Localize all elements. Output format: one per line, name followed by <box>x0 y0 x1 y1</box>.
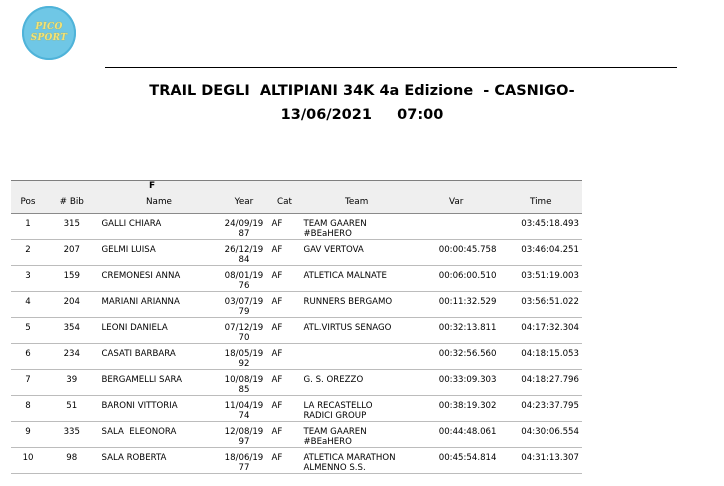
cell-year-date: 10/08/19 <box>224 375 264 385</box>
cell-pos: 10 <box>11 448 45 474</box>
cell-var: 00:32:13.811 <box>413 318 500 344</box>
cell-bib: 204 <box>45 292 98 318</box>
cell-var: 00:38:19.302 <box>413 396 500 422</box>
cell-pos: 1 <box>11 214 45 240</box>
cell-time: 04:31:13.307 <box>499 448 582 474</box>
cell-name: BARONI VITTORIA <box>98 396 219 422</box>
cell-cat: AF <box>269 240 301 266</box>
cell-year-suffix: 79 <box>238 306 250 317</box>
cell-year-suffix: 84 <box>238 254 250 265</box>
cell-team <box>300 292 412 318</box>
cell-name: GELMI LUISA <box>98 240 219 266</box>
results-table <box>11 180 582 474</box>
cell-team-line2: #BEaHERO <box>303 228 352 239</box>
cell-cat: AF <box>269 370 301 396</box>
cell-bib: 315 <box>45 214 98 240</box>
table-row <box>11 214 582 240</box>
cell-team <box>300 318 412 344</box>
cell-bib: 354 <box>45 318 98 344</box>
cell-cat: AF <box>269 214 301 240</box>
cell-team-line1: ATLETICA MARATHON <box>303 453 396 463</box>
cell-bib: 98 <box>45 448 98 474</box>
cell-year-date: 08/01/19 <box>224 271 264 281</box>
cell-year <box>219 214 268 240</box>
cell-var <box>413 214 500 240</box>
cell-bib: 335 <box>45 422 98 448</box>
cell-team <box>300 448 412 474</box>
cell-year-suffix: 87 <box>238 228 250 239</box>
cell-var: 00:00:45.758 <box>413 240 500 266</box>
cell-var: 00:32:56.560 <box>413 344 500 370</box>
cell-year-date: 07/12/19 <box>224 323 264 333</box>
category-label: F <box>11 181 219 198</box>
cell-year-suffix: 85 <box>238 384 250 395</box>
cell-year <box>219 396 268 422</box>
cell-time: 03:46:04.251 <box>499 240 582 266</box>
cell-cat: AF <box>269 422 301 448</box>
table-row <box>11 448 582 474</box>
col-name: Name <box>98 197 219 214</box>
cell-year <box>219 318 268 344</box>
cell-team <box>300 370 412 396</box>
cell-team-line1: RUNNERS BERGAMO <box>303 297 393 307</box>
table-row <box>11 240 582 266</box>
table-row <box>11 344 582 370</box>
cell-pos: 4 <box>11 292 45 318</box>
category-header-row <box>11 181 582 198</box>
cell-time: 04:30:06.554 <box>499 422 582 448</box>
cell-bib: 207 <box>45 240 98 266</box>
cell-team-line1: TEAM GAAREN <box>303 219 367 229</box>
cell-year <box>219 370 268 396</box>
cell-team-line1: TEAM GAAREN <box>303 427 367 437</box>
col-var: Var <box>413 197 500 214</box>
cell-year-date: 24/09/19 <box>224 219 264 229</box>
cell-team <box>300 240 412 266</box>
cell-name: GALLI CHIARA <box>98 214 219 240</box>
cell-pos: 9 <box>11 422 45 448</box>
cell-team <box>300 266 412 292</box>
cell-time: 04:18:27.796 <box>499 370 582 396</box>
cell-time: 03:56:51.022 <box>499 292 582 318</box>
cell-year-date: 03/07/19 <box>224 297 264 307</box>
cell-var: 00:44:48.061 <box>413 422 500 448</box>
cell-name: SALA ROBERTA <box>98 448 219 474</box>
cell-year-date: 18/06/19 <box>224 453 264 463</box>
cell-year <box>219 240 268 266</box>
cell-bib: 159 <box>45 266 98 292</box>
table-row <box>11 396 582 422</box>
cell-team-line1: G. S. OREZZO <box>303 375 364 385</box>
cell-pos: 8 <box>11 396 45 422</box>
cell-pos: 6 <box>11 344 45 370</box>
cell-var: 00:45:54.814 <box>413 448 500 474</box>
table-row <box>11 370 582 396</box>
column-header-row <box>11 197 582 214</box>
col-pos: Pos <box>11 197 45 214</box>
cell-cat: AF <box>269 266 301 292</box>
cell-year <box>219 292 268 318</box>
cell-team <box>300 214 412 240</box>
col-bib: # Bib <box>45 197 98 214</box>
cell-time: 03:45:18.493 <box>499 214 582 240</box>
cell-year-suffix: 97 <box>238 436 250 447</box>
cell-pos: 2 <box>11 240 45 266</box>
cell-team <box>300 344 412 370</box>
cell-year-suffix: 74 <box>238 410 250 421</box>
col-time: Time <box>499 197 582 214</box>
cell-year <box>219 344 268 370</box>
cell-year-suffix: 92 <box>238 358 250 369</box>
cell-name: CREMONESI ANNA <box>98 266 219 292</box>
cell-year-date: 26/12/19 <box>224 245 264 255</box>
cell-team-line2: #BEaHERO <box>303 436 352 447</box>
cell-year <box>219 422 268 448</box>
cell-var: 00:33:09.303 <box>413 370 500 396</box>
cell-team <box>300 396 412 422</box>
race-date-time: 13/06/2021 07:00 <box>280 107 444 123</box>
cell-name: SALA ELEONORA <box>98 422 219 448</box>
cell-bib: 51 <box>45 396 98 422</box>
header-divider <box>105 67 677 68</box>
col-cat: Cat <box>269 197 301 214</box>
race-title: TRAIL DEGLI ALTIPIANI 34K 4a Edizione - CASNIGO- <box>149 83 575 99</box>
cell-var: 00:06:00.510 <box>413 266 500 292</box>
cell-cat: AF <box>269 344 301 370</box>
cell-team-line2: RADICI GROUP <box>303 410 367 421</box>
cell-cat: AF <box>269 292 301 318</box>
cell-time: 04:23:37.795 <box>499 396 582 422</box>
cell-pos: 3 <box>11 266 45 292</box>
cell-name: MARIANI ARIANNA <box>98 292 219 318</box>
table-row <box>11 292 582 318</box>
cell-time: 03:51:19.003 <box>499 266 582 292</box>
cell-bib: 39 <box>45 370 98 396</box>
cell-year-date: 12/08/19 <box>224 427 264 437</box>
cell-name: BERGAMELLI SARA <box>98 370 219 396</box>
cell-name: CASATI BARBARA <box>98 344 219 370</box>
table-row <box>11 266 582 292</box>
cell-time: 04:18:15.053 <box>499 344 582 370</box>
cell-pos: 5 <box>11 318 45 344</box>
cell-team-line1: GAV VERTOVA <box>303 245 364 255</box>
cell-team-line2: ALMENNO S.S. <box>303 462 366 473</box>
results-body <box>11 214 582 474</box>
cell-cat: AF <box>269 448 301 474</box>
cell-year-date: 11/04/19 <box>224 401 264 411</box>
cell-var: 00:11:32.529 <box>413 292 500 318</box>
cell-team-line1: ATL.VIRTUS SENAGO <box>303 323 392 333</box>
table-row <box>11 318 582 344</box>
cell-year-suffix: 76 <box>238 280 250 291</box>
table-row <box>11 422 582 448</box>
cell-time: 04:17:32.304 <box>499 318 582 344</box>
cell-cat: AF <box>269 396 301 422</box>
cell-year-suffix: 70 <box>238 332 250 343</box>
cell-bib: 234 <box>45 344 98 370</box>
cell-name: LEONI DANIELA <box>98 318 219 344</box>
cell-year <box>219 448 268 474</box>
col-year: Year <box>219 197 268 214</box>
cell-year-date: 18/05/19 <box>224 349 264 359</box>
cell-cat: AF <box>269 318 301 344</box>
cell-team-line1: ATLETICA MALNATE <box>303 271 387 281</box>
cell-team-line1: LA RECASTELLO <box>303 401 373 411</box>
cell-year <box>219 266 268 292</box>
logo-line1: PICO <box>35 22 63 32</box>
logo-line2: SPORT <box>30 33 68 43</box>
cell-year-suffix: 77 <box>238 462 250 473</box>
pico-sport-logo <box>22 6 76 60</box>
col-team: Team <box>300 197 412 214</box>
cell-team <box>300 422 412 448</box>
cell-pos: 7 <box>11 370 45 396</box>
